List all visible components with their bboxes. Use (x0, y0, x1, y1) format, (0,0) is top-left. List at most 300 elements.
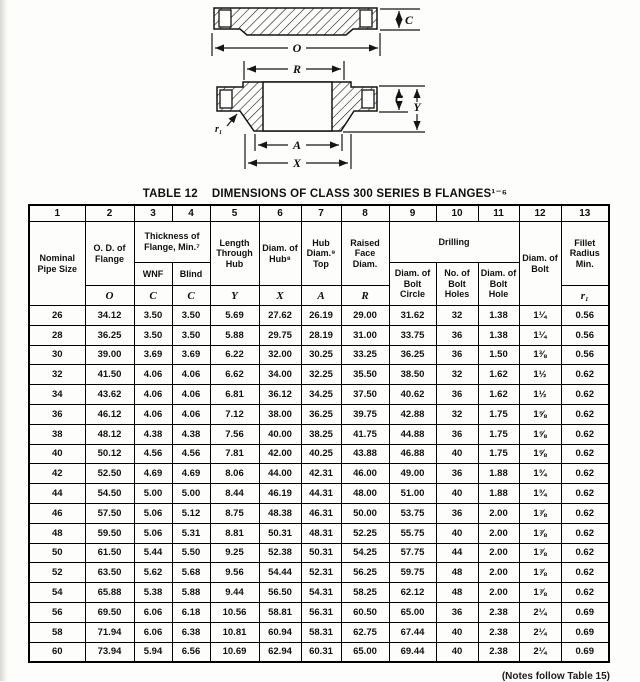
table-row (29, 543, 609, 563)
value-cell: 2¼ (519, 622, 561, 642)
col-header-length-through-hub: Length Through Hub (210, 222, 259, 286)
dim-label-r1: r₁ (215, 124, 223, 135)
value-cell: 8.44 (210, 484, 259, 504)
value-cell: 36 (436, 325, 478, 345)
value-cell: 1¼ (519, 306, 561, 326)
dim-label-a: A (292, 138, 302, 152)
value-cell: 63.50 (85, 563, 134, 583)
col-header-blind: Blind (172, 263, 210, 286)
value-cell: 4.69 (134, 464, 172, 484)
value-cell: 2.00 (478, 583, 519, 603)
value-cell: 6.81 (210, 385, 259, 405)
symbol-c-blind: C (172, 286, 210, 306)
table-row (29, 306, 609, 326)
value-cell: 0.56 (561, 325, 609, 345)
value-cell: 2.38 (478, 642, 519, 662)
value-cell: 31.00 (341, 325, 389, 345)
value-cell: 40 (436, 622, 478, 642)
symbol-a: A (301, 286, 341, 306)
value-cell: 0.62 (561, 365, 609, 385)
value-cell: 40 (436, 484, 478, 504)
dim-label-y: Y (413, 100, 421, 114)
value-cell: 5.12 (172, 503, 210, 523)
col-header-fillet-radius-min: Fillet Radius Min. (561, 222, 609, 286)
value-cell: 5.88 (172, 583, 210, 603)
value-cell: 58.81 (259, 602, 301, 622)
value-cell: 34.00 (259, 365, 301, 385)
value-cell: 29.00 (341, 306, 389, 326)
value-cell: 10.81 (210, 622, 259, 642)
value-cell: 6.22 (210, 345, 259, 365)
value-cell: 62.94 (259, 642, 301, 662)
value-cell: 58.25 (341, 583, 389, 603)
bolt-hole (360, 10, 372, 27)
symbol-o: O (85, 286, 134, 306)
value-cell: 0.62 (561, 464, 609, 484)
value-cell: 65.00 (341, 642, 389, 662)
table-title (10, 186, 640, 200)
value-cell: 52.50 (85, 464, 134, 484)
value-cell: 30.25 (301, 345, 341, 365)
value-cell: 4.06 (134, 404, 172, 424)
value-cell: 6.38 (172, 622, 210, 642)
value-cell: 1.38 (478, 306, 519, 326)
value-cell: 4.69 (172, 464, 210, 484)
value-cell: 0.69 (561, 602, 609, 622)
value-cell: 46.31 (301, 503, 341, 523)
value-cell: 9.56 (210, 563, 259, 583)
bolt-hole (220, 90, 232, 108)
value-cell: 36.12 (259, 385, 301, 405)
value-cell: 36 (436, 385, 478, 405)
pipe-size-cell: 38 (29, 424, 85, 444)
dim-label-x: X (292, 156, 302, 170)
value-cell: 1⅞ (519, 583, 561, 603)
table-row (29, 583, 609, 603)
value-cell: 60.50 (341, 602, 389, 622)
value-cell: 5.44 (134, 543, 172, 563)
symbol-x: X (259, 286, 301, 306)
value-cell: 50.31 (301, 543, 341, 563)
value-cell: 8.75 (210, 503, 259, 523)
column-number: 8 (341, 205, 389, 222)
value-cell: 2.00 (478, 563, 519, 583)
value-cell: 9.25 (210, 543, 259, 563)
value-cell: 1¾ (519, 484, 561, 504)
value-cell: 40.25 (301, 444, 341, 464)
value-cell: 10.69 (210, 642, 259, 662)
table-row (29, 365, 609, 385)
value-cell: 3.50 (134, 325, 172, 345)
table-header (29, 205, 609, 306)
value-cell: 41.50 (85, 365, 134, 385)
value-cell: 43.88 (341, 444, 389, 464)
col-header-diam-of-bolt-hole: Diam. of Bolt Hole (478, 263, 519, 306)
value-cell: 0.62 (561, 444, 609, 464)
value-cell: 4.06 (172, 404, 210, 424)
value-cell: 1⅞ (519, 523, 561, 543)
value-cell: 1⅞ (519, 543, 561, 563)
value-cell: 36.25 (389, 345, 436, 365)
value-cell: 34.25 (301, 385, 341, 405)
value-cell: 71.94 (85, 622, 134, 642)
table-row (29, 345, 609, 365)
value-cell: 1⅞ (519, 503, 561, 523)
dim-r1 (215, 114, 237, 135)
pipe-size-cell: 56 (29, 602, 85, 622)
value-cell: 4.06 (134, 365, 172, 385)
column-number: 4 (172, 205, 210, 222)
value-cell: 0.62 (561, 563, 609, 583)
dim-label-o: O (292, 41, 302, 55)
value-cell: 4.06 (172, 385, 210, 405)
value-cell: 48.31 (301, 523, 341, 543)
table-row (29, 622, 609, 642)
value-cell: 43.62 (85, 385, 134, 405)
value-cell: 44.00 (259, 464, 301, 484)
value-cell: 1.88 (478, 464, 519, 484)
bore (263, 82, 332, 131)
column-number: 13 (561, 205, 609, 222)
value-cell: 4.56 (172, 444, 210, 464)
column-number: 2 (85, 205, 134, 222)
value-cell: 36 (436, 464, 478, 484)
value-cell: 48.38 (259, 503, 301, 523)
value-cell: 57.75 (389, 543, 436, 563)
value-cell: 39.75 (341, 404, 389, 424)
pipe-size-cell: 44 (29, 484, 85, 504)
value-cell: 2¼ (519, 642, 561, 662)
value-cell: 6.56 (172, 642, 210, 662)
footer-note: (Notes follow Table 15) (501, 671, 610, 682)
value-cell: 50.00 (341, 503, 389, 523)
value-cell: 5.00 (134, 484, 172, 504)
value-cell: 2.00 (478, 543, 519, 563)
flange-section-diagram (0, 0, 640, 184)
value-cell: 52.31 (301, 563, 341, 583)
value-cell: 1⅞ (519, 563, 561, 583)
value-cell: 44.88 (389, 424, 436, 444)
bolt-hole (362, 90, 374, 108)
table-row (29, 385, 609, 405)
value-cell: 44 (436, 543, 478, 563)
value-cell: 56.31 (301, 602, 341, 622)
value-cell: 5.00 (172, 484, 210, 504)
value-cell: 32.25 (301, 365, 341, 385)
value-cell: 6.06 (134, 622, 172, 642)
value-cell: 0.62 (561, 424, 609, 444)
bolt-hole (219, 10, 231, 27)
value-cell: 40 (436, 642, 478, 662)
value-cell: 40 (436, 444, 478, 464)
value-cell: 40 (436, 523, 478, 543)
dim-r (244, 61, 344, 80)
value-cell: 1⅝ (519, 424, 561, 444)
column-number: 7 (301, 205, 341, 222)
table-body (29, 306, 609, 663)
value-cell: 38.25 (301, 424, 341, 444)
value-cell: 53.75 (389, 503, 436, 523)
pipe-size-cell: 50 (29, 543, 85, 563)
value-cell: 42.00 (259, 444, 301, 464)
value-cell: 1.88 (478, 484, 519, 504)
col-header-thickness-of-flange: Thickness of Flange, Min.⁷ (134, 222, 210, 263)
value-cell: 37.50 (341, 385, 389, 405)
pipe-size-cell: 46 (29, 503, 85, 523)
col-header-drilling: Drilling (389, 222, 519, 263)
value-cell: 1⅝ (519, 404, 561, 424)
table-row (29, 404, 609, 424)
value-cell: 0.62 (561, 503, 609, 523)
value-cell: 3.69 (172, 345, 210, 365)
value-cell: 61.50 (85, 543, 134, 563)
table-row (29, 523, 609, 543)
value-cell: 62.12 (389, 583, 436, 603)
pipe-size-cell: 48 (29, 523, 85, 543)
header-row-main (29, 222, 609, 263)
pipe-size-cell: 28 (29, 325, 85, 345)
col-header-wnf: WNF (134, 263, 172, 286)
value-cell: 0.69 (561, 622, 609, 642)
value-cell: 28.19 (301, 325, 341, 345)
value-cell: 32 (436, 365, 478, 385)
column-number-row (29, 205, 609, 222)
value-cell: 1.62 (478, 385, 519, 405)
value-cell: 3.50 (172, 325, 210, 345)
col-header-no-of-bolt-holes: No. of Bolt Holes (436, 263, 478, 306)
value-cell: 8.81 (210, 523, 259, 543)
value-cell: 36.25 (85, 325, 134, 345)
value-cell: 3.50 (172, 306, 210, 326)
value-cell: 33.25 (341, 345, 389, 365)
value-cell: 1.75 (478, 444, 519, 464)
column-number: 12 (519, 205, 561, 222)
value-cell: 6.18 (172, 602, 210, 622)
value-cell: 1½ (519, 365, 561, 385)
value-cell: 73.94 (85, 642, 134, 662)
column-number: 6 (259, 205, 301, 222)
value-cell: 54.31 (301, 583, 341, 603)
value-cell: 5.88 (210, 325, 259, 345)
value-cell: 2¼ (519, 602, 561, 622)
value-cell: 38.50 (389, 365, 436, 385)
table-row (29, 464, 609, 484)
pipe-size-cell: 54 (29, 583, 85, 603)
value-cell: 50.31 (259, 523, 301, 543)
value-cell: 3.50 (134, 306, 172, 326)
value-cell: 8.06 (210, 464, 259, 484)
symbol-r1: r₁ (561, 286, 609, 306)
dim-label-c-top: C (405, 13, 414, 27)
value-cell: 0.62 (561, 484, 609, 504)
value-cell: 1.75 (478, 424, 519, 444)
value-cell: 5.69 (210, 306, 259, 326)
pipe-size-cell: 60 (29, 642, 85, 662)
value-cell: 29.75 (259, 325, 301, 345)
value-cell: 38.00 (259, 404, 301, 424)
value-cell: 65.00 (389, 602, 436, 622)
value-cell: 2.00 (478, 503, 519, 523)
value-cell: 40.00 (259, 424, 301, 444)
value-cell: 1.38 (478, 325, 519, 345)
value-cell: 5.62 (134, 563, 172, 583)
table-row (29, 503, 609, 523)
value-cell: 34.12 (85, 306, 134, 326)
value-cell: 32.00 (259, 345, 301, 365)
value-cell: 41.75 (341, 424, 389, 444)
table-row (29, 424, 609, 444)
value-cell: 2.38 (478, 602, 519, 622)
dim-label-r: R (292, 62, 302, 76)
value-cell: 7.81 (210, 444, 259, 464)
value-cell: 0.62 (561, 385, 609, 405)
table-row (29, 484, 609, 504)
pipe-size-cell: 30 (29, 345, 85, 365)
value-cell: 5.94 (134, 642, 172, 662)
value-cell: 27.62 (259, 306, 301, 326)
value-cell: 50.12 (85, 444, 134, 464)
table-row (29, 642, 609, 662)
value-cell: 52.25 (341, 523, 389, 543)
value-cell: 0.62 (561, 543, 609, 563)
table-row (29, 444, 609, 464)
value-cell: 48 (436, 563, 478, 583)
value-cell: 36 (436, 424, 478, 444)
table-number: TABLE 12 (142, 188, 198, 200)
pipe-size-cell: 26 (29, 306, 85, 326)
pipe-size-cell: 36 (29, 404, 85, 424)
dim-o (212, 33, 380, 56)
value-cell: 10.56 (210, 602, 259, 622)
value-cell: 42.31 (301, 464, 341, 484)
value-cell: 5.68 (172, 563, 210, 583)
value-cell: 65.88 (85, 583, 134, 603)
value-cell: 32 (436, 306, 478, 326)
value-cell: 2.00 (478, 523, 519, 543)
col-header-raised-face-diam: Raised Face Diam. (341, 222, 389, 286)
value-cell: 56.50 (259, 583, 301, 603)
value-cell: 46.88 (389, 444, 436, 464)
value-cell: 51.00 (389, 484, 436, 504)
value-cell: 48 (436, 583, 478, 603)
value-cell: 2.38 (478, 622, 519, 642)
value-cell: 6.06 (134, 602, 172, 622)
value-cell: 52.38 (259, 543, 301, 563)
value-cell: 49.00 (389, 464, 436, 484)
value-cell: 46.19 (259, 484, 301, 504)
value-cell: 9.44 (210, 583, 259, 603)
pipe-size-cell: 32 (29, 365, 85, 385)
blind-flange-section (214, 8, 377, 35)
value-cell: 1⅝ (519, 444, 561, 464)
column-number: 11 (478, 205, 519, 222)
value-cell: 5.06 (134, 503, 172, 523)
value-cell: 57.50 (85, 503, 134, 523)
value-cell: 0.69 (561, 642, 609, 662)
value-cell: 6.62 (210, 365, 259, 385)
value-cell: 69.44 (389, 642, 436, 662)
pipe-size-cell: 34 (29, 385, 85, 405)
col-header-hub-diam-top: Hub Diam.⁹ Top (301, 222, 341, 286)
column-number: 3 (134, 205, 172, 222)
value-cell: 1.62 (478, 365, 519, 385)
value-cell: 59.50 (85, 523, 134, 543)
table-caption: DIMENSIONS OF CLASS 300 SERIES B FLANGES¹⁻⁶ (211, 188, 508, 200)
table-row (29, 325, 609, 345)
value-cell: 44.31 (301, 484, 341, 504)
dim-c-top (380, 9, 420, 30)
col-header-diam-of-bolt-circle: Diam. of Bolt Circle (389, 263, 436, 306)
value-cell: 58.31 (301, 622, 341, 642)
table-row (29, 563, 609, 583)
column-number: 10 (436, 205, 478, 222)
dim-label-c-side: C (394, 92, 404, 106)
value-cell: 7.12 (210, 404, 259, 424)
neck-flange-section (217, 82, 377, 131)
value-cell: 5.50 (172, 543, 210, 563)
value-cell: 1¼ (519, 325, 561, 345)
value-cell: 46.00 (341, 464, 389, 484)
value-cell: 4.38 (134, 424, 172, 444)
pipe-size-cell: 52 (29, 563, 85, 583)
value-cell: 0.62 (561, 523, 609, 543)
symbol-r: R (341, 286, 389, 306)
value-cell: 1½ (519, 385, 561, 405)
value-cell: 1⅜ (519, 345, 561, 365)
value-cell: 31.62 (389, 306, 436, 326)
value-cell: 40.62 (389, 385, 436, 405)
value-cell: 4.06 (134, 385, 172, 405)
symbol-y: Y (210, 286, 259, 306)
pipe-size-cell: 58 (29, 622, 85, 642)
value-cell: 54.44 (259, 563, 301, 583)
value-cell: 54.50 (85, 484, 134, 504)
value-cell: 59.75 (389, 563, 436, 583)
column-number: 9 (389, 205, 436, 222)
value-cell: 67.44 (389, 622, 436, 642)
value-cell: 56.25 (341, 563, 389, 583)
value-cell: 55.75 (389, 523, 436, 543)
value-cell: 1.75 (478, 404, 519, 424)
col-header-od-of-flange: O. D. of Flange (85, 222, 134, 286)
value-cell: 4.56 (134, 444, 172, 464)
col-header-nominal-pipe-size: Nominal Pipe Size (29, 222, 85, 306)
value-cell: 69.50 (85, 602, 134, 622)
value-cell: 5.38 (134, 583, 172, 603)
value-cell: 33.75 (389, 325, 436, 345)
pipe-size-cell: 42 (29, 464, 85, 484)
value-cell: 46.12 (85, 404, 134, 424)
value-cell: 54.25 (341, 543, 389, 563)
value-cell: 32 (436, 404, 478, 424)
value-cell: 0.56 (561, 306, 609, 326)
value-cell: 1¾ (519, 464, 561, 484)
value-cell: 36 (436, 345, 478, 365)
column-number: 5 (210, 205, 259, 222)
dim-a (255, 134, 342, 152)
value-cell: 26.19 (301, 306, 341, 326)
value-cell: 5.06 (134, 523, 172, 543)
value-cell: 1.50 (478, 345, 519, 365)
value-cell: 36.25 (301, 404, 341, 424)
value-cell: 60.94 (259, 622, 301, 642)
value-cell: 62.75 (341, 622, 389, 642)
value-cell: 3.69 (134, 345, 172, 365)
value-cell: 4.38 (172, 424, 210, 444)
value-cell: 35.50 (341, 365, 389, 385)
pipe-size-cell: 40 (29, 444, 85, 464)
value-cell: 0.62 (561, 404, 609, 424)
